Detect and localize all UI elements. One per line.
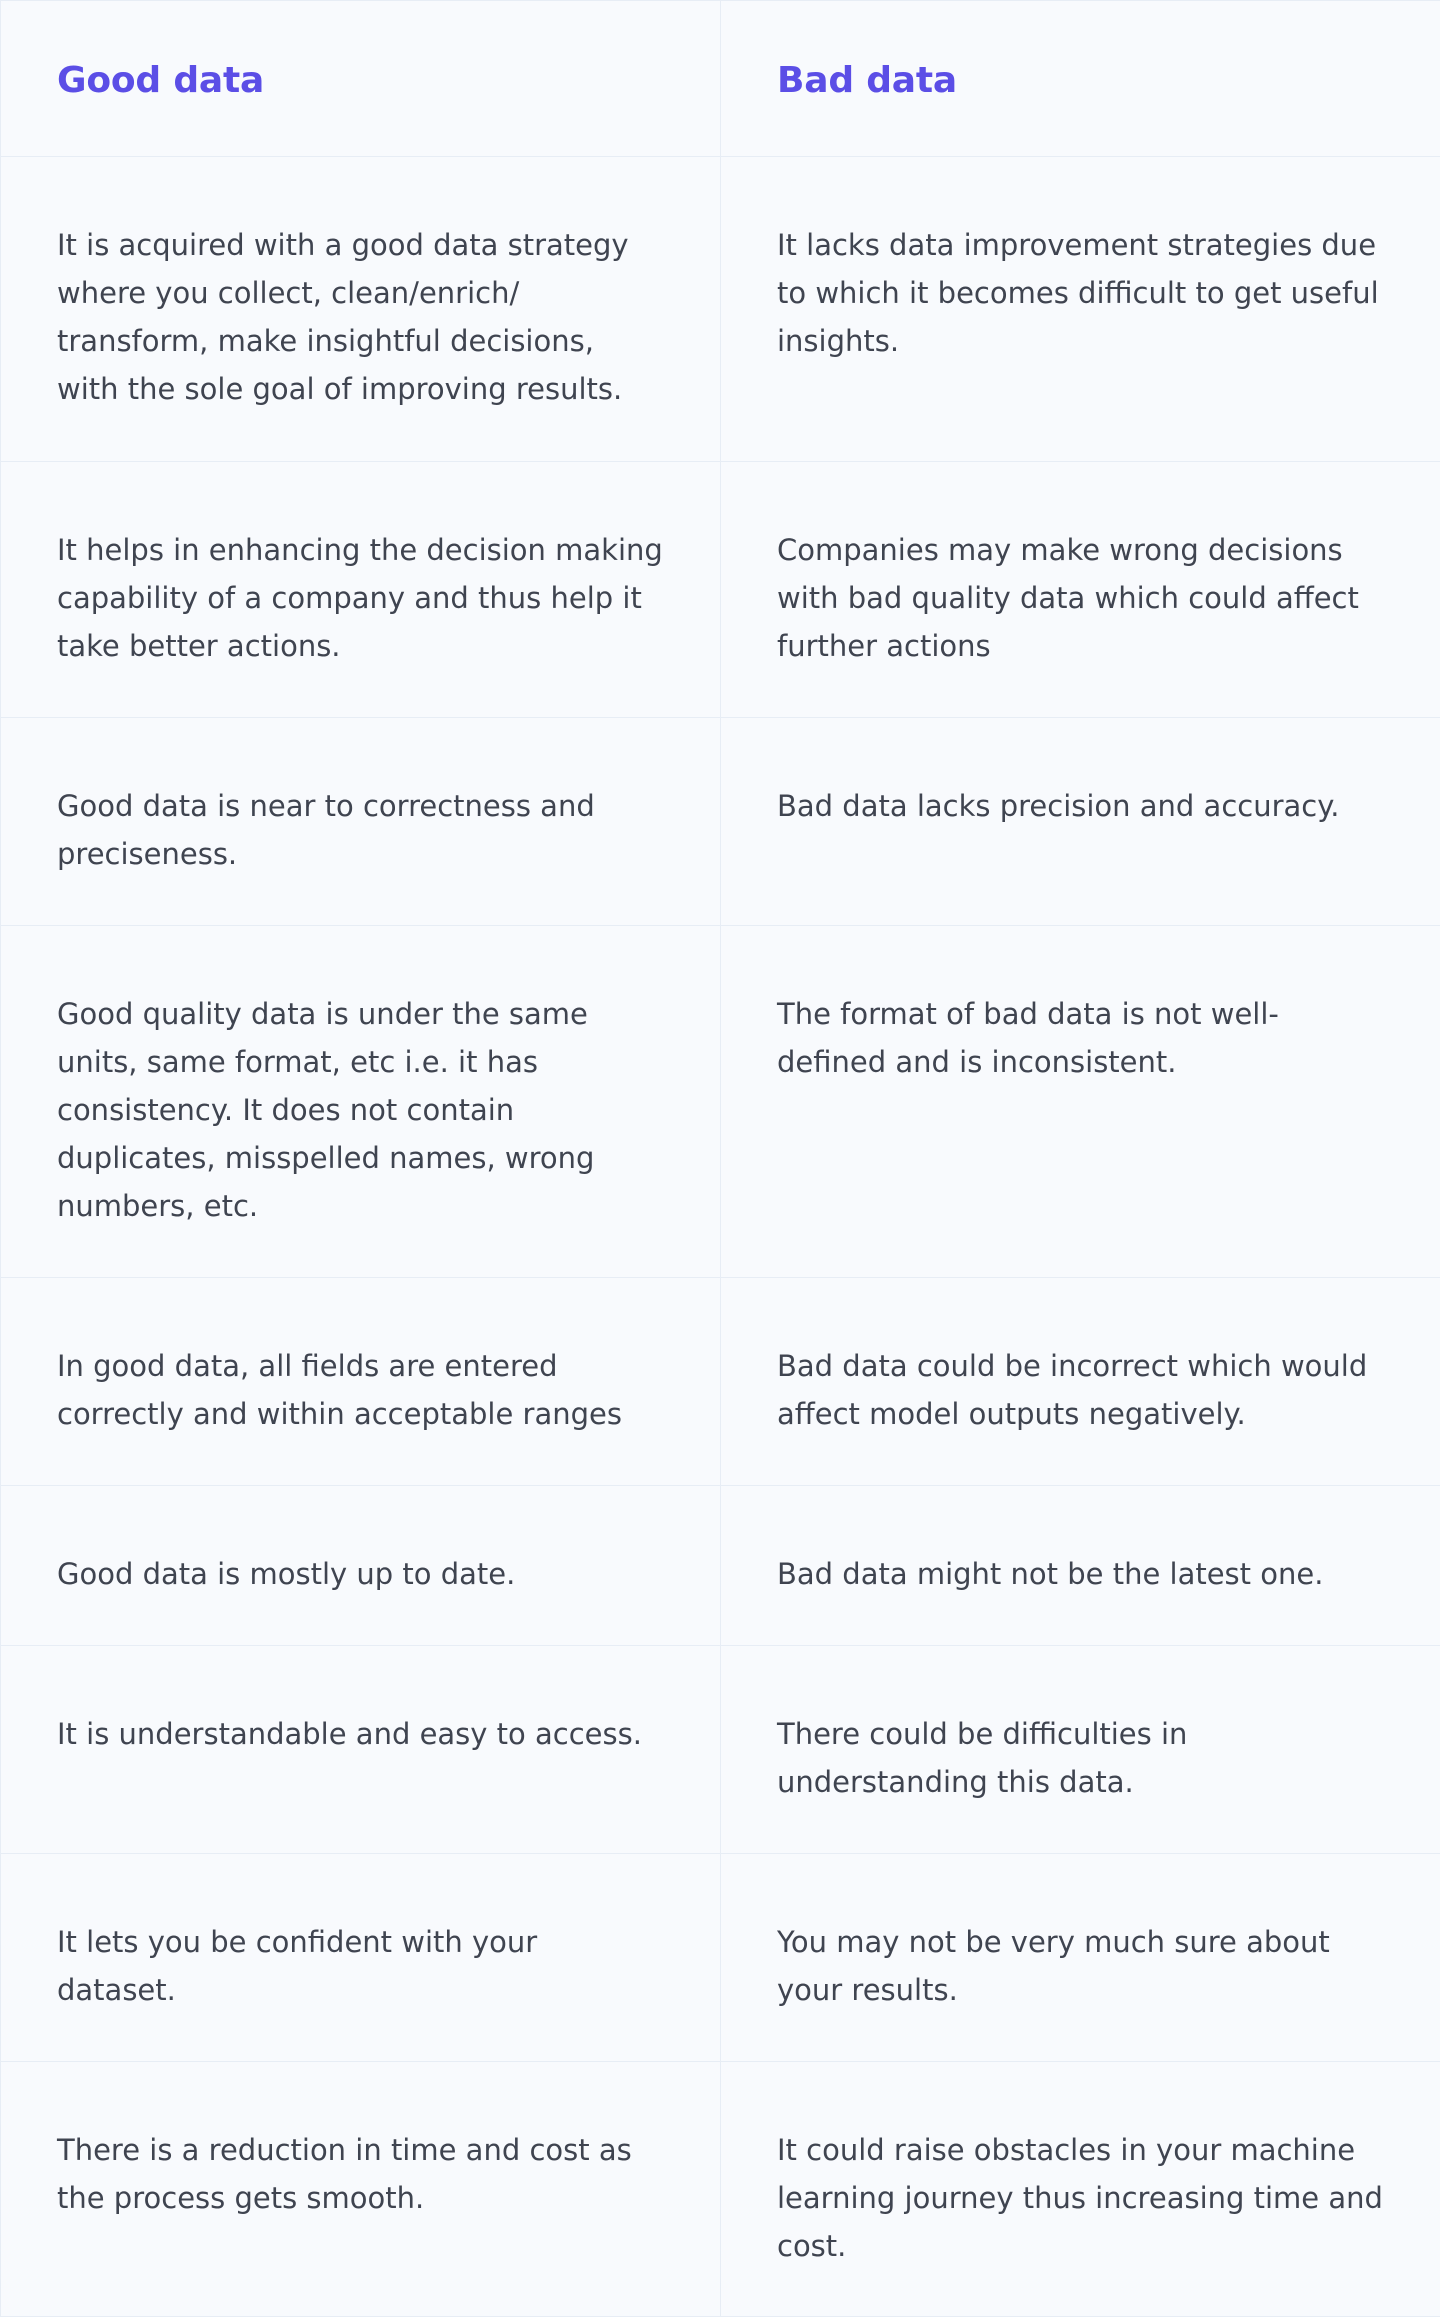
table-row [1, 1486, 1440, 1646]
table-row [1, 718, 1440, 926]
table-header-row [1, 1, 1440, 157]
table-row [1, 1854, 1440, 2062]
bad-data-cell: Bad data lacks precision and accuracy. [721, 718, 1440, 926]
good-data-cell: It helps in enhancing the decision making capability of a company and thus help it take better actions. [1, 462, 721, 718]
good-data-cell: Good data is near to correctness and preciseness. [1, 718, 721, 926]
bad-data-cell: The format of bad data is not well-defined and is inconsistent. [721, 926, 1440, 1278]
bad-data-cell: Bad data could be incorrect which would affect model outputs negatively. [721, 1278, 1440, 1486]
table-row [1, 157, 1440, 462]
table-row [1, 1278, 1440, 1486]
header-good-data: Good data [1, 1, 721, 157]
good-data-cell: It is acquired with a good data strategy where you collect, clean/enrich/ transform, make insightful decisions, with the sole goal of improving results. [1, 157, 721, 462]
bad-data-cell: Companies may make wrong decisions with bad quality data which could affect further actions [721, 462, 1440, 718]
table-row [1, 926, 1440, 1278]
bad-data-cell: There could be difficulties in understanding this data. [721, 1646, 1440, 1854]
table-row [1, 462, 1440, 718]
table-row [1, 2062, 1440, 2317]
bad-data-cell: You may not be very much sure about your results. [721, 1854, 1440, 2062]
good-data-cell: Good data is mostly up to date. [1, 1486, 721, 1646]
bad-data-cell: It lacks data improvement strategies due to which it becomes difficult to get useful insights. [721, 157, 1440, 462]
good-data-cell: There is a reduction in time and cost as the process gets smooth. [1, 2062, 721, 2317]
good-data-cell: It lets you be confident with your dataset. [1, 1854, 721, 2062]
good-data-cell: Good quality data is under the same units, same format, etc i.e. it has consistency. It does not contain duplicates, misspelled names, wrong numbers, etc. [1, 926, 721, 1278]
good-data-cell: In good data, all fields are entered correctly and within acceptable ranges [1, 1278, 721, 1486]
table-row [1, 1646, 1440, 1854]
bad-data-cell: It could raise obstacles in your machine learning journey thus increasing time and cost. [721, 2062, 1440, 2317]
header-bad-data: Bad data [721, 1, 1440, 157]
bad-data-cell: Bad data might not be the latest one. [721, 1486, 1440, 1646]
good-data-cell: It is understandable and easy to access. [1, 1646, 721, 1854]
